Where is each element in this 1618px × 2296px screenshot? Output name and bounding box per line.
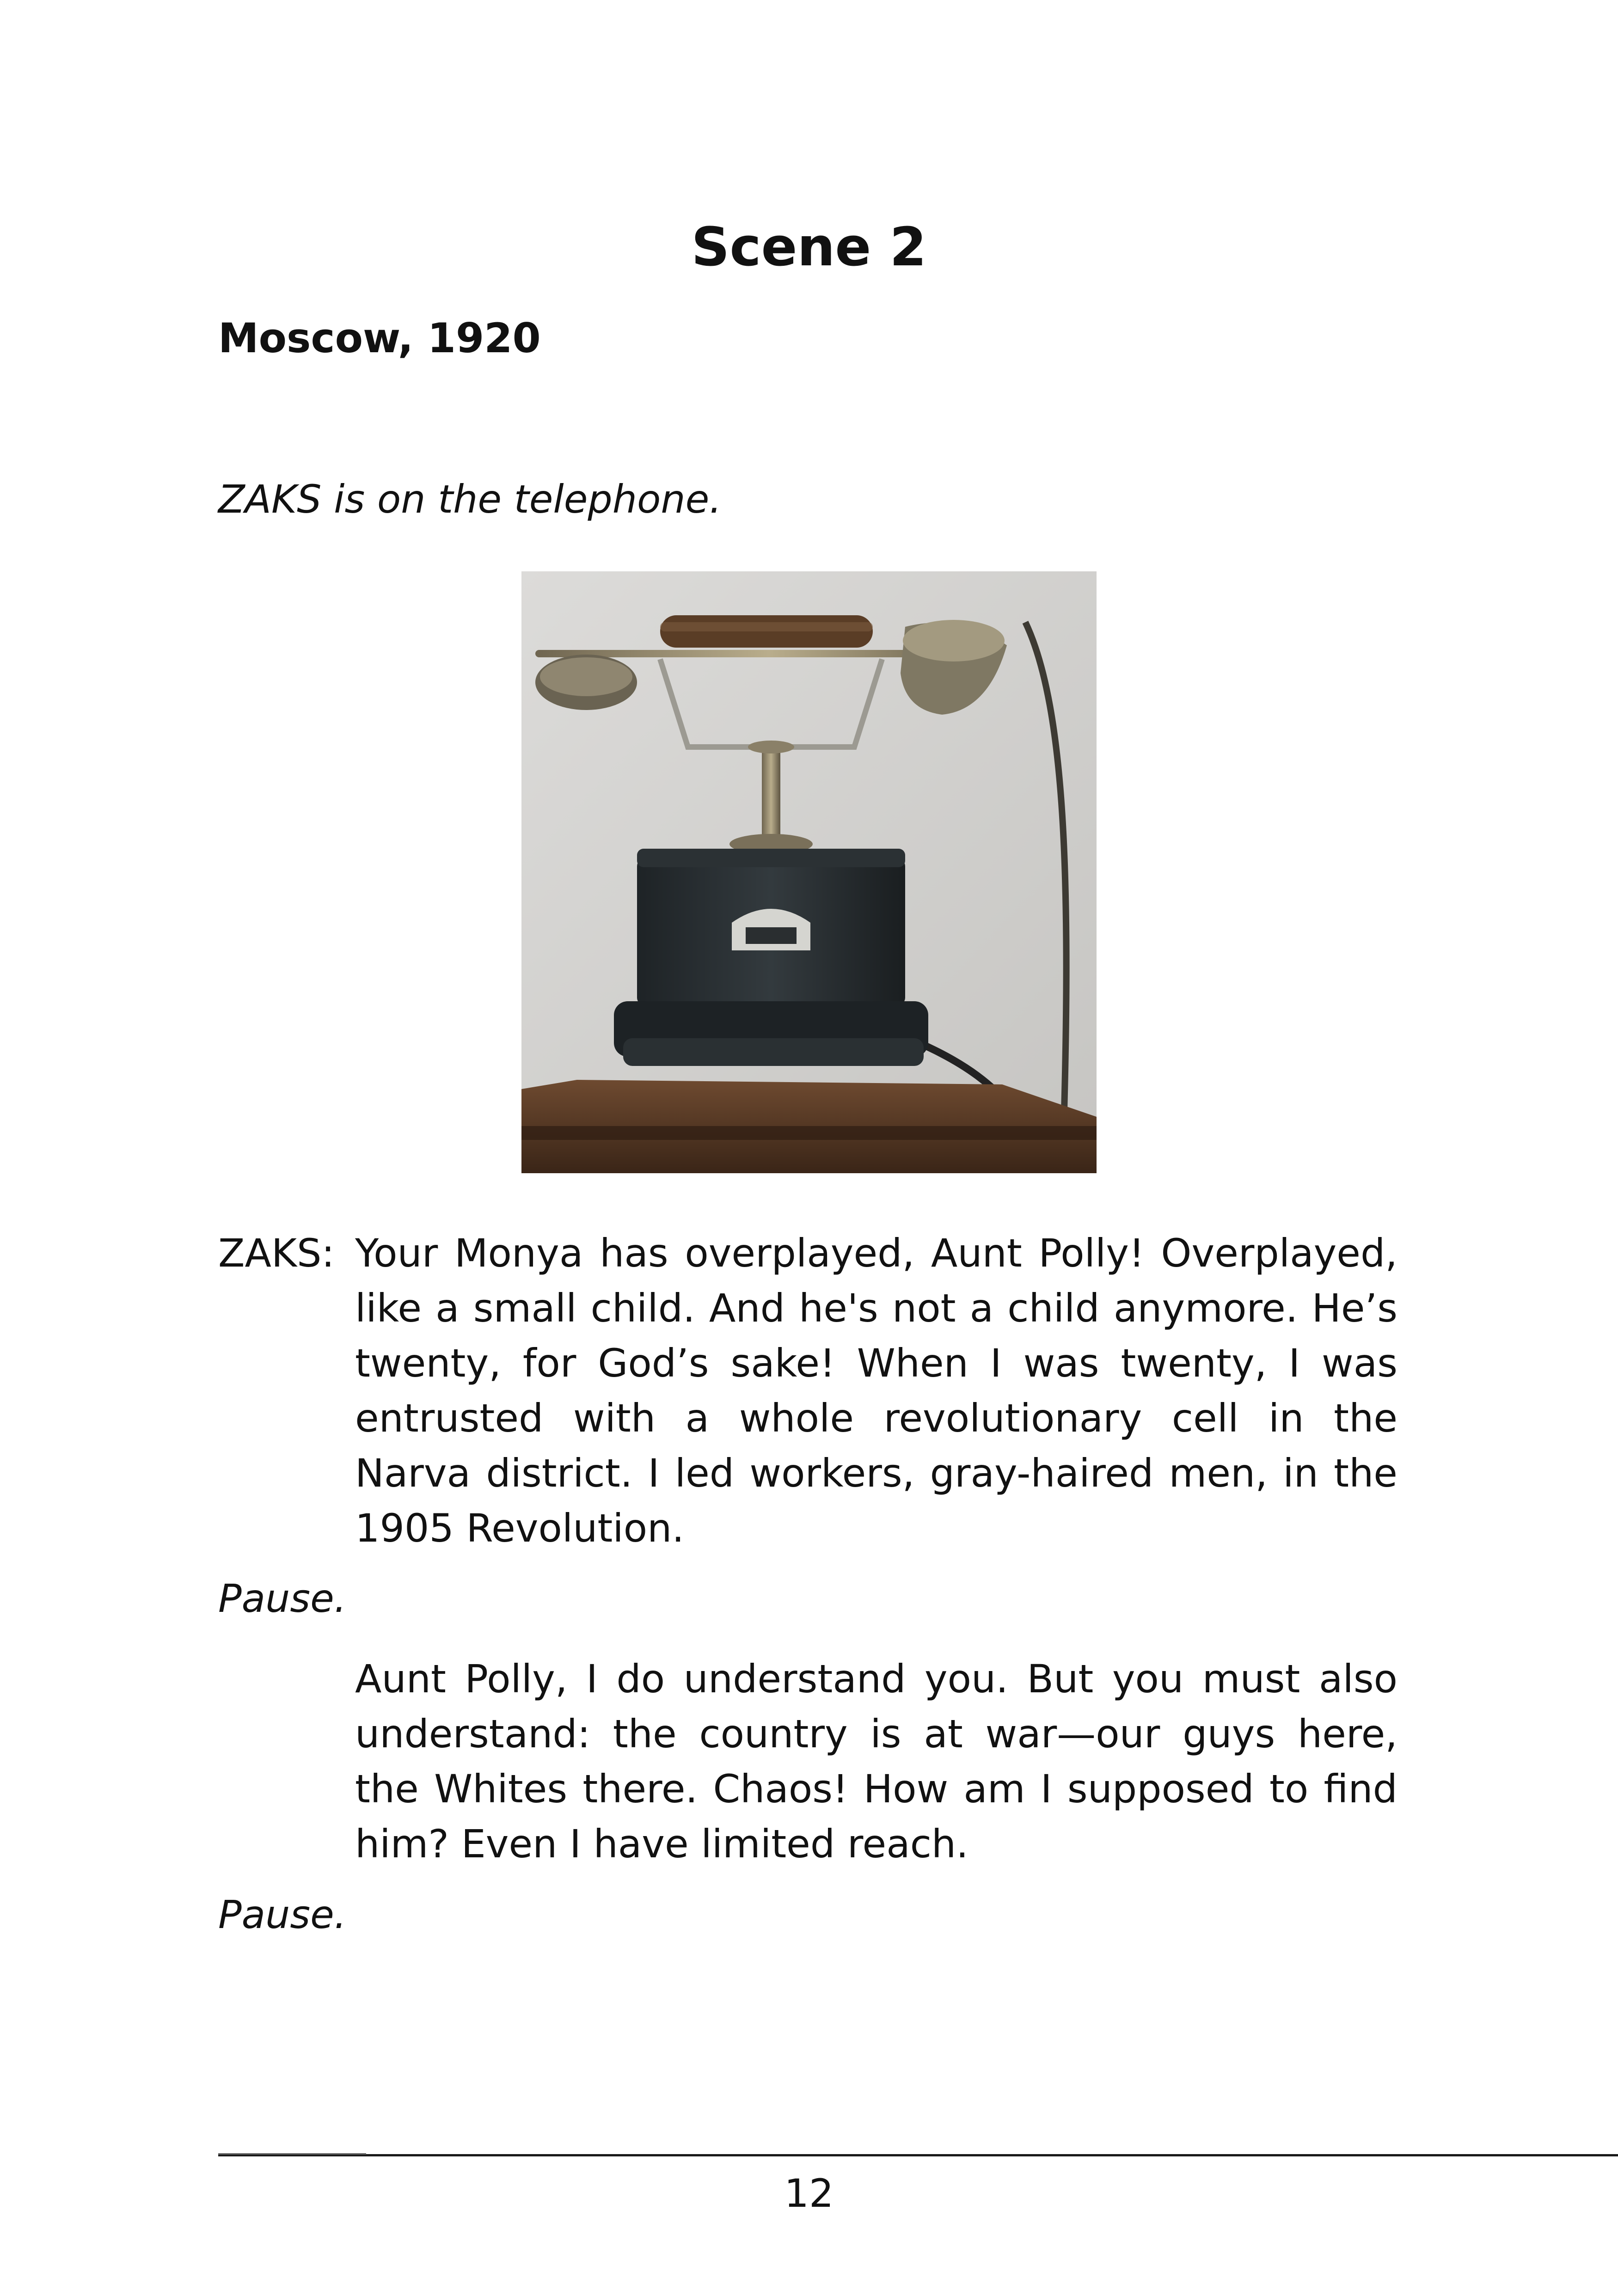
dialogue-speech-1: Your Monya has overplayed, Aunt Polly! Overplayed, like a small child. And he's not a child anymore. He’s twenty, for God’s sake! When I was twenty, I was entrusted with a whole revolutionary cell in the Narva district. I led workers, gray-haired men, in the 1905 Revolution. (355, 1231, 1397, 1551)
wooden-table (521, 1080, 1097, 1173)
stage-direction-opening: ZAKS is on the telephone. (218, 477, 722, 522)
stage-direction-pause-2: Pause. (218, 1892, 347, 1937)
telephone-body (614, 849, 928, 1066)
telephone-photo (521, 571, 1097, 1173)
page-number: 12 (784, 2171, 834, 2216)
stage-direction-pause-1: Pause. (218, 1576, 347, 1621)
place-and-date: Moscow, 1920 (218, 314, 541, 362)
scene-title: Scene 2 (691, 216, 927, 278)
dialogue-speech-2: Aunt Polly, I do understand you. But you must also understand: the country is at war—our guys here, the Whites there. Chaos! How am I supposed to find him? Even I have limited reach. (355, 1656, 1397, 1867)
speaker-label: ZAKS: (218, 1231, 335, 1276)
footer-divider (218, 2154, 1618, 2156)
